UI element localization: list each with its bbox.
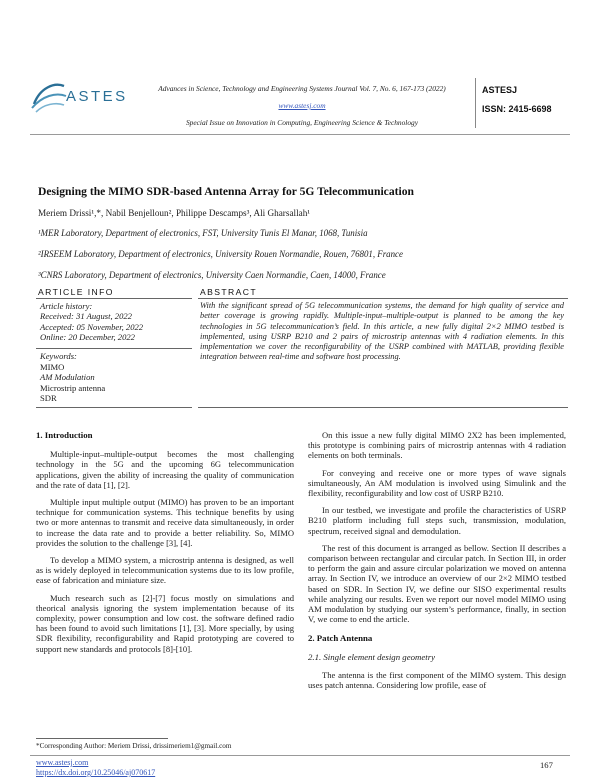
paragraph: On this issue a new fully digital MIMO 2X2 has been implemented, this prototype is combining pairs of microstrip antennas with 4 radiation elements on both terminals. bbox=[308, 430, 566, 461]
affiliation: ¹MER Laboratory, Department of electronics, FST, University Tunis El Manar, 1068, Tunisia bbox=[38, 228, 368, 238]
page-number: 167 bbox=[540, 760, 553, 770]
divider bbox=[198, 298, 568, 299]
doi-link[interactable]: https://dx.doi.org/10.25046/aj070617 bbox=[36, 768, 156, 777]
paragraph: In our testbed, we investigate and profile the characteristics of USRP B210 platform including full steps such, transmission, modulation, spectrum, received signal and demodulation. bbox=[308, 505, 566, 536]
paragraph: For conveying and receive one or more types of wave signals simultaneously, An AM modulation is involved using Simulink and the flexibility, reconfigurability and low cost of USRP B210. bbox=[308, 467, 566, 499]
paragraph: The rest of this document is arranged as bellow. Section II describes a comparison between rectangular and circular patch. In Section III, in order to perform the gain and assure circular polarization we moved on antenna array. In Section IV, we introduce an overview of our 2×2 MIMO testbed based on SDR. In Section IV, we define our SISO experimental results while analyzing our results. Even we report our novel model MIMO using AM modulation by studying our system’s performance, finally, in section V, we come to end the article. bbox=[308, 542, 566, 625]
keyword: Microstrip antenna bbox=[40, 382, 106, 393]
keyword: SDR bbox=[40, 392, 57, 403]
divider bbox=[198, 407, 568, 408]
affiliation: ²IRSEEM Laboratory, Department of electronics, University Rouen Normandie, Rouen, 76801, France bbox=[38, 249, 403, 259]
footer-rule bbox=[30, 755, 570, 756]
subsection-heading: 2.1. Single element design geometry bbox=[308, 651, 436, 662]
abstract-text: With the significant spread of 5G telecommunication systems, the demand for high quality of service and better coverage is growing rapidly. Multiple-input–multiple-output is planned to be among the key technologies in 5G telecommunication’s field. In this article, a new fully digital 2×2 MIMO testbed is implemented, using USRP B210 and 2 pairs of microstrip antennas with 4 radiation elements. In this implementation we cover the reconfigurability of the USRP combined with MATLAB, providing flexible integration between real-time and software host processing. bbox=[200, 301, 564, 362]
affiliation: ³CNRS Laboratory, Department of electronics, University Caen Normandie, Caen, 14000, France bbox=[38, 270, 386, 280]
paragraph: To develop a MIMO system, a microstrip antenna is designed, as well as is widely deployed in telecommunication systems due to its low profile, ease of fabrication and miniature size. bbox=[36, 555, 294, 586]
journal-citation: Advances in Science, Technology and Engineering Systems Journal Vol. 7, No. 6, 167-173 (2022) bbox=[158, 84, 446, 93]
history-label: Article history: bbox=[40, 301, 93, 311]
corresponding-author-footnote: *Corresponding Author: Meriem Drissi, drissimeriem1@gmail.com bbox=[36, 742, 232, 750]
paragraph: The antenna is the first component of the MIMO system. This design uses patch antenna. Considering low profile, ease of bbox=[308, 669, 566, 691]
right-column bbox=[308, 430, 566, 690]
author-list: Meriem Drissi¹,*, Nabil Benjelloun², Philippe Descamps³, Ali Gharsallah¹ bbox=[38, 208, 311, 218]
left-column bbox=[36, 430, 294, 654]
keyword: AM Modulation bbox=[40, 372, 95, 383]
paragraph: Multiple-input–multiple-output becomes the most challenging technology in the 5G and the upcoming 6G telecommunication applications, given the ability of increasing the quality of communication and the rate of data [1], [2]. bbox=[36, 449, 294, 490]
paragraph: Multiple input multiple output (MIMO) has proven to be an important technique for communication systems. This technique benefits by using two or more antennas to transmit and receive data simultaneously, in order to increase the data rate and to provide a better reliability. So, MIMO provides the solution to the challenge [3], [4]. bbox=[36, 497, 294, 548]
divider bbox=[36, 407, 192, 408]
journal-url-link[interactable]: www.astesj.com bbox=[278, 101, 326, 110]
special-issue: Special Issue on Innovation in Computing, Engineering Science & Technology bbox=[185, 118, 419, 127]
online-date: Online: 20 December, 2022 bbox=[40, 331, 135, 342]
footer-url-link[interactable]: www.astesj.com bbox=[36, 758, 89, 767]
keyword-list bbox=[40, 362, 105, 403]
divider bbox=[36, 348, 192, 349]
abstract-heading: ABSTRACT bbox=[200, 287, 258, 297]
article-info-heading: ARTICLE INFO bbox=[38, 287, 114, 297]
section-heading: 2. Patch Antenna bbox=[308, 633, 373, 644]
header-divider bbox=[475, 78, 476, 128]
logo-text: ASTES bbox=[66, 88, 128, 105]
footnote-rule bbox=[36, 738, 168, 739]
paragraph: Much research such as [2]-[7] focus mostly on simulations and theorical analysis ignoring the system implementation because of its complexity, power consumption and low cost. the software defined radio has been found to avoid such limitations [1], [3]. More specially, by using SDR flexibility, reconfigurability and Rapid prototyping are covered to support new standards and protocols [8]-[10]. bbox=[36, 592, 294, 654]
article-history bbox=[40, 301, 143, 342]
issn: ISSN: 2415-6698 bbox=[482, 104, 552, 114]
section-heading: 1. Introduction bbox=[36, 430, 93, 440]
accepted-date: Accepted: 05 November, 2022 bbox=[40, 321, 144, 332]
header-rule bbox=[30, 134, 570, 135]
paper-title: Designing the MIMO SDR-based Antenna Array for 5G Telecommunication bbox=[38, 185, 414, 198]
journal-codes bbox=[482, 85, 566, 123]
divider bbox=[36, 298, 192, 299]
received-date: Received: 31 August, 2022 bbox=[40, 311, 132, 322]
keywords-label: Keywords: bbox=[40, 351, 77, 361]
keyword: MIMO bbox=[40, 362, 65, 372]
journal-code: ASTESJ bbox=[482, 85, 518, 95]
